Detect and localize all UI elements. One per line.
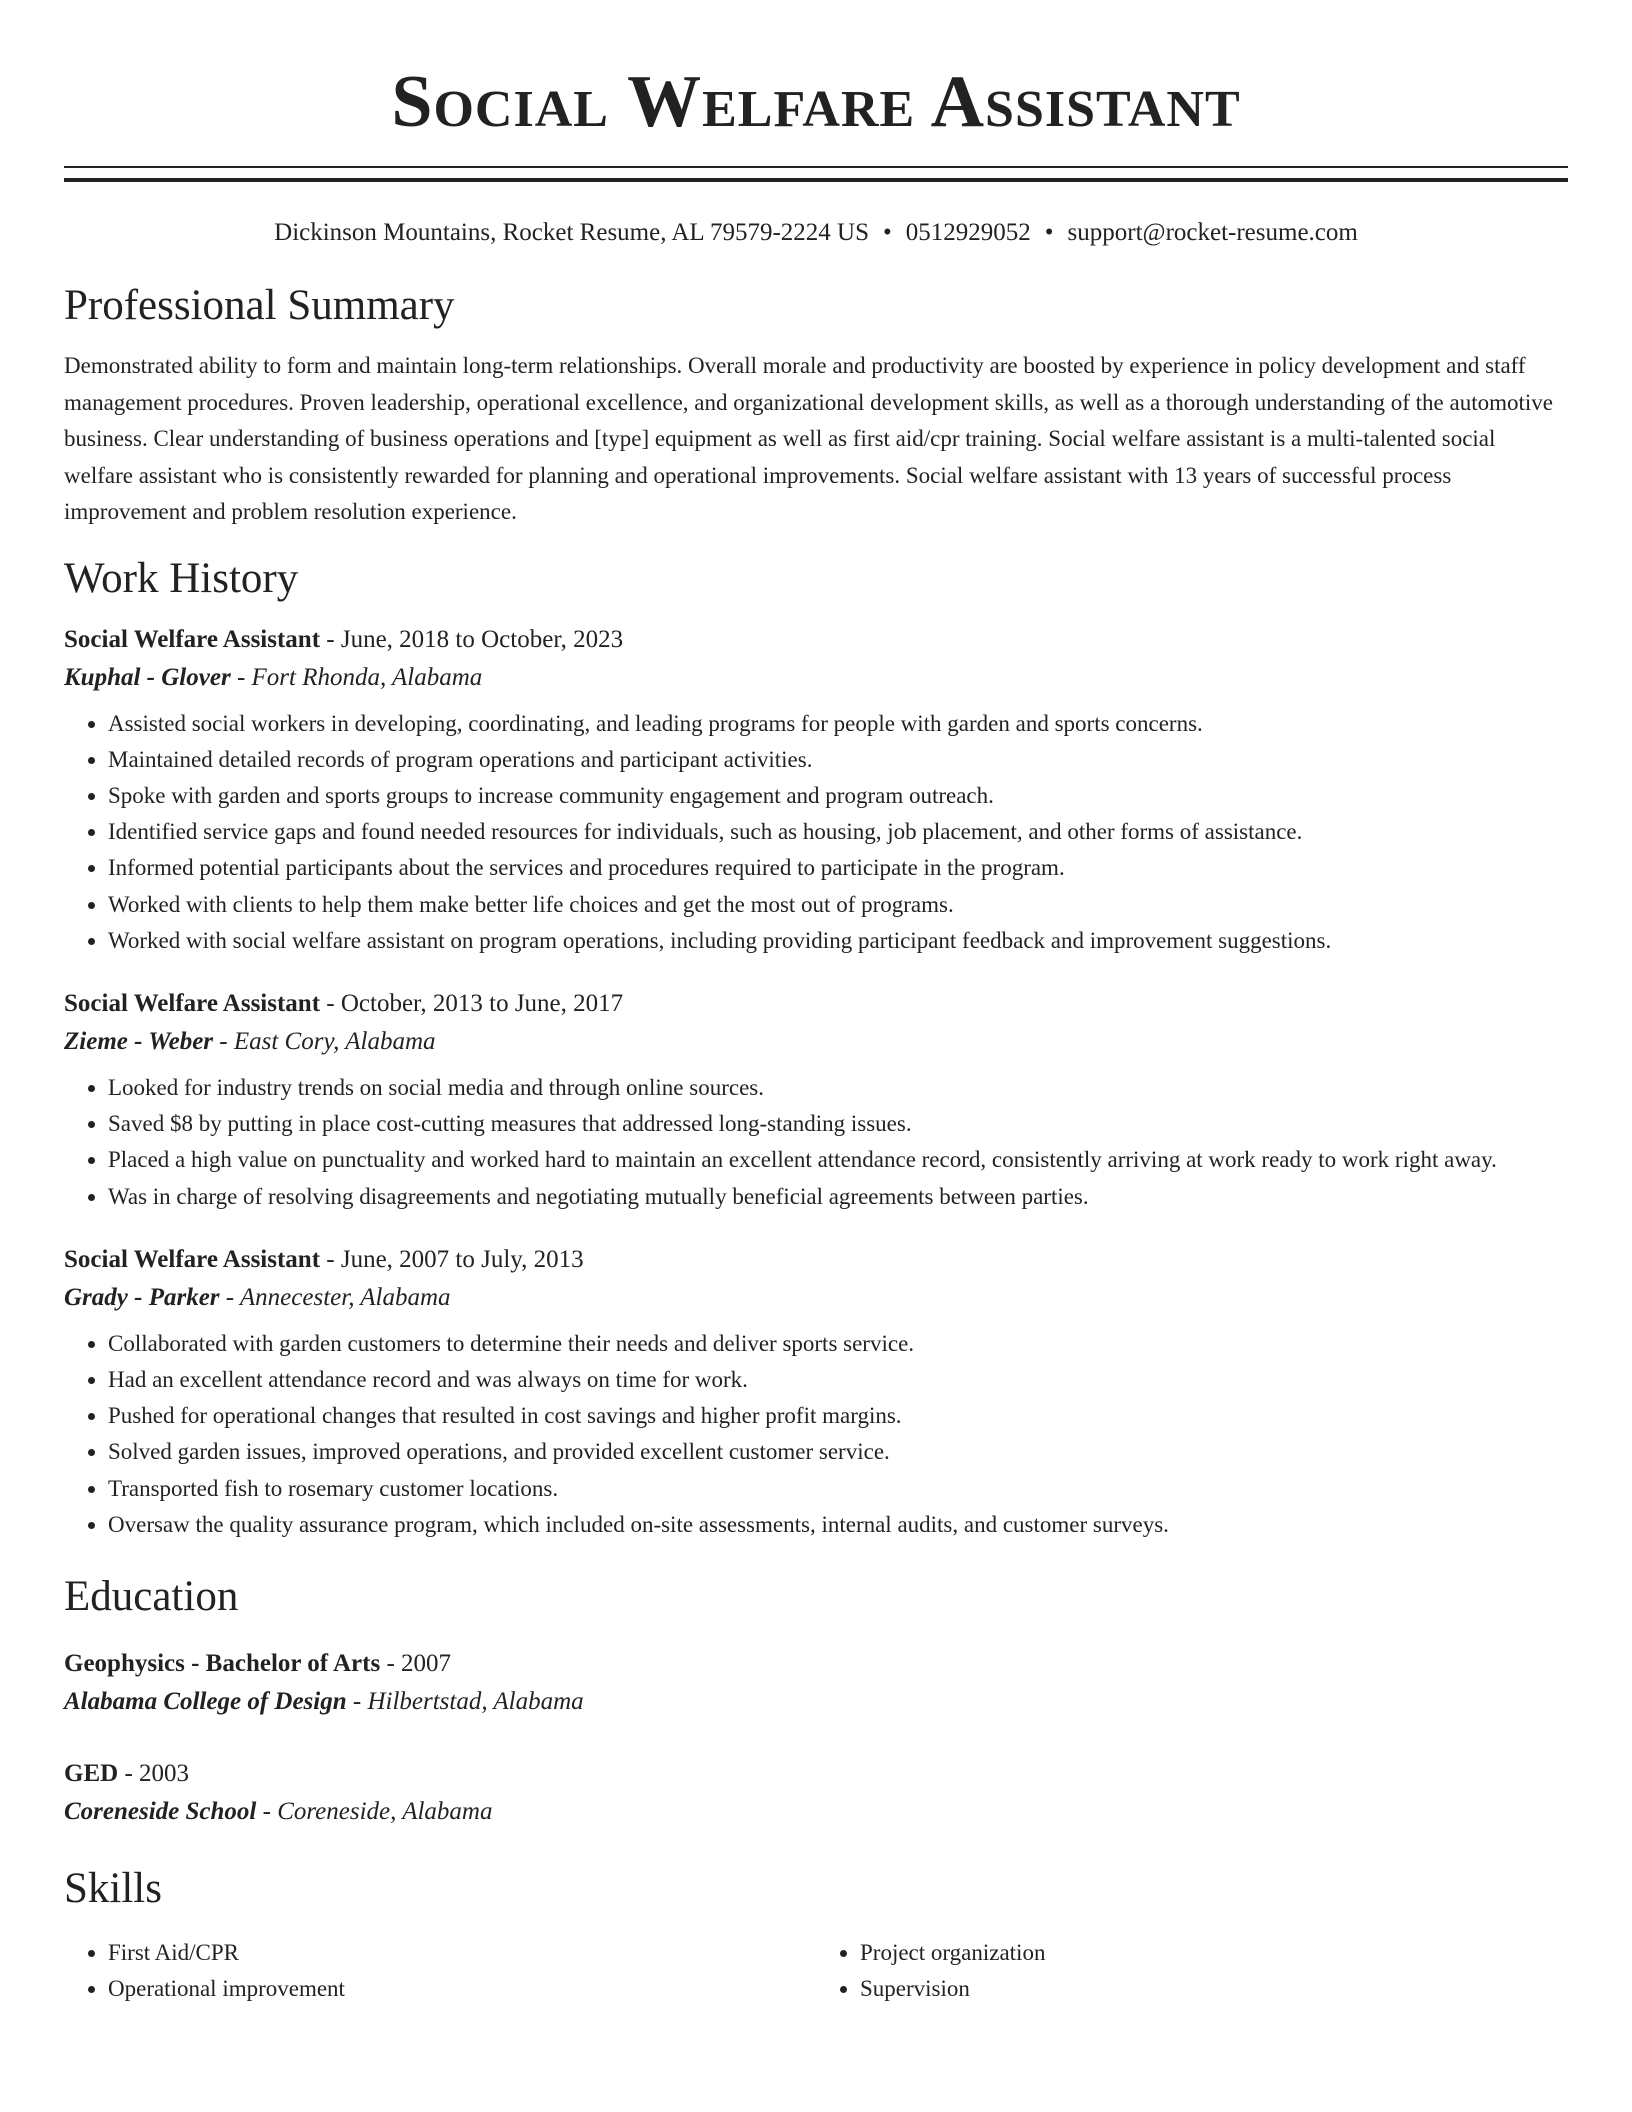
company-line: Kuphal - Glover - Fort Rhonda, Alabama <box>64 663 483 691</box>
job-duty: • Had an excellent attendance record and was always on time for work. <box>108 1362 1568 1398</box>
degree: GED <box>64 1759 119 1787</box>
job-duty: • Pushed for operational changes that resulted in cost savings and higher profit margins. <box>108 1398 1568 1434</box>
job-duty: • Oversaw the quality assurance program, which included on-site assessments, internal audits, and customer surveys. <box>108 1507 1568 1543</box>
job-duty: • Collaborated with garden customers to determine their needs and deliver sports service. <box>108 1326 1568 1362</box>
graduation-year: 2007 <box>401 1649 452 1677</box>
contact-line <box>64 216 1568 250</box>
job-duties <box>64 1070 1568 1215</box>
company-line: Grady - Parker - Annecester, Alabama <box>64 1283 451 1311</box>
job-title: Social Welfare Assistant <box>64 625 321 653</box>
job-title-line: Social Welfare Assistant - June, 2018 to October, 2023 <box>64 625 624 653</box>
company-name: Grady - Parker <box>64 1283 220 1311</box>
job-duties <box>64 1326 1568 1543</box>
job-duty: • Assisted social workers in developing, coordinating, and leading programs for people with garden and sports concerns. <box>108 706 1568 742</box>
summary-heading: Professional Summary <box>64 282 455 329</box>
job-duty: • Solved garden issues, improved operations, and provided excellent customer service. <box>108 1434 1568 1470</box>
school-location: Coreneside, Alabama <box>277 1797 493 1825</box>
job-duty: • Spoke with garden and sports groups to increase community engagement and program outreach. <box>108 778 1568 814</box>
job-duty: • Worked with social welfare assistant on program operations, including providing participant feedback and improvement suggestions. <box>108 923 1568 959</box>
job-entry <box>64 621 1568 959</box>
contact-separator: • <box>883 219 892 246</box>
company-location: East Cory, Alabama <box>233 1027 436 1055</box>
contact-address: Dickinson Mountains, Rocket Resume, AL 79579-2224 US <box>274 219 870 246</box>
job-title-line: Social Welfare Assistant - June, 2007 to July, 2013 <box>64 1245 584 1273</box>
skill-item: • First Aid/CPR <box>108 1935 816 1971</box>
skill-item: • Operational improvement <box>108 1971 816 2007</box>
education-heading: Education <box>64 1572 239 1620</box>
job-duty: • Placed a high value on punctuality and worked hard to maintain an excellent attendance record, consistently arriving at work ready to work right away. <box>108 1142 1568 1178</box>
school-line: Alabama College of Design - Hilbertstad, Alabama <box>64 1687 584 1715</box>
resume-name: Social Welfare Assistant <box>391 61 1241 143</box>
degree-line: Geophysics - Bachelor of Arts - 2007 <box>64 1649 452 1677</box>
job-entry <box>64 1241 1568 1543</box>
job-title: Social Welfare Assistant <box>64 989 321 1017</box>
job-duty: • Looked for industry trends on social media and through online sources. <box>108 1070 1568 1106</box>
job-duty: • Transported fish to rosemary customer locations. <box>108 1471 1568 1507</box>
job-duty: • Identified service gaps and found needed resources for individuals, such as housing, job placement, and other forms of assistance. <box>108 814 1568 850</box>
job-duties <box>64 706 1568 959</box>
graduation-year: 2003 <box>139 1759 190 1787</box>
company-name: Kuphal - Glover <box>64 663 231 691</box>
contact-phone: 0512929052 <box>905 219 1031 246</box>
contact-email: support@rocket-resume.com <box>1067 219 1358 246</box>
job-dates: October, 2013 to June, 2017 <box>340 989 624 1017</box>
school-name: Alabama College of Design <box>64 1687 347 1715</box>
school-location: Hilbertstad, Alabama <box>367 1687 584 1715</box>
job-duty: • Worked with clients to help them make better life choices and get the most out of programs. <box>108 887 1568 923</box>
work-history-heading: Work History <box>64 554 299 602</box>
skill-item: • Supervision <box>860 1971 1568 2007</box>
job-dates: June, 2018 to October, 2023 <box>340 625 624 653</box>
company-location: Fort Rhonda, Alabama <box>251 663 483 691</box>
job-title-line: Social Welfare Assistant - October, 2013 to June, 2017 <box>64 989 624 1017</box>
contact-separator: • <box>1044 219 1054 246</box>
job-entry <box>64 985 1568 1215</box>
job-duty: • Maintained detailed records of program operations and participant activities. <box>108 742 1568 778</box>
company-name: Zieme - Weber <box>64 1027 214 1055</box>
header-divider <box>64 166 1568 182</box>
job-duty: • Informed potential participants about the services and procedures required to participate in the program. <box>108 850 1568 886</box>
job-dates: June, 2007 to July, 2013 <box>340 1245 584 1273</box>
skills-grid <box>64 1935 1568 2007</box>
company-location: Annecester, Alabama <box>239 1283 451 1311</box>
education-entry <box>64 1645 1568 1721</box>
skills-heading: Skills <box>64 1864 162 1912</box>
job-duty: • Was in charge of resolving disagreements and negotiating mutually beneficial agreements between parties. <box>108 1179 1568 1215</box>
skills-column-right <box>816 1935 1568 2007</box>
skills-column-left <box>64 1935 816 2007</box>
skill-item: • Project organization <box>860 1935 1568 1971</box>
job-title: Social Welfare Assistant <box>64 1245 321 1273</box>
school-line: Coreneside School - Coreneside, Alabama <box>64 1797 493 1825</box>
company-line: Zieme - Weber - East Cory, Alabama <box>64 1027 436 1055</box>
degree: Geophysics - Bachelor of Arts <box>64 1649 381 1677</box>
job-duty: • Saved $8 by putting in place cost-cutting measures that addressed long-standing issues. <box>108 1106 1568 1142</box>
school-name: Coreneside School <box>64 1797 257 1825</box>
education-entry <box>64 1755 1568 1831</box>
summary-text: Demonstrated ability to form and maintain long-term relationships. Overall morale and productivity are boosted by experience in policy development and staff management procedures. Proven leadership, operational excellence, and organizational development skills, as well as a thorough understanding of the automotive business. Clear understanding of business operations and [type] equipment as well as first aid/cpr training. Social welfare assistant is a multi-talented social welfare assistant who is consistently rewarded for planning and operational improvements. Social welfare assistant with 13 years of successful process improvement and problem resolution experience. <box>64 353 1553 524</box>
degree-line: GED - 2003 <box>64 1759 190 1787</box>
